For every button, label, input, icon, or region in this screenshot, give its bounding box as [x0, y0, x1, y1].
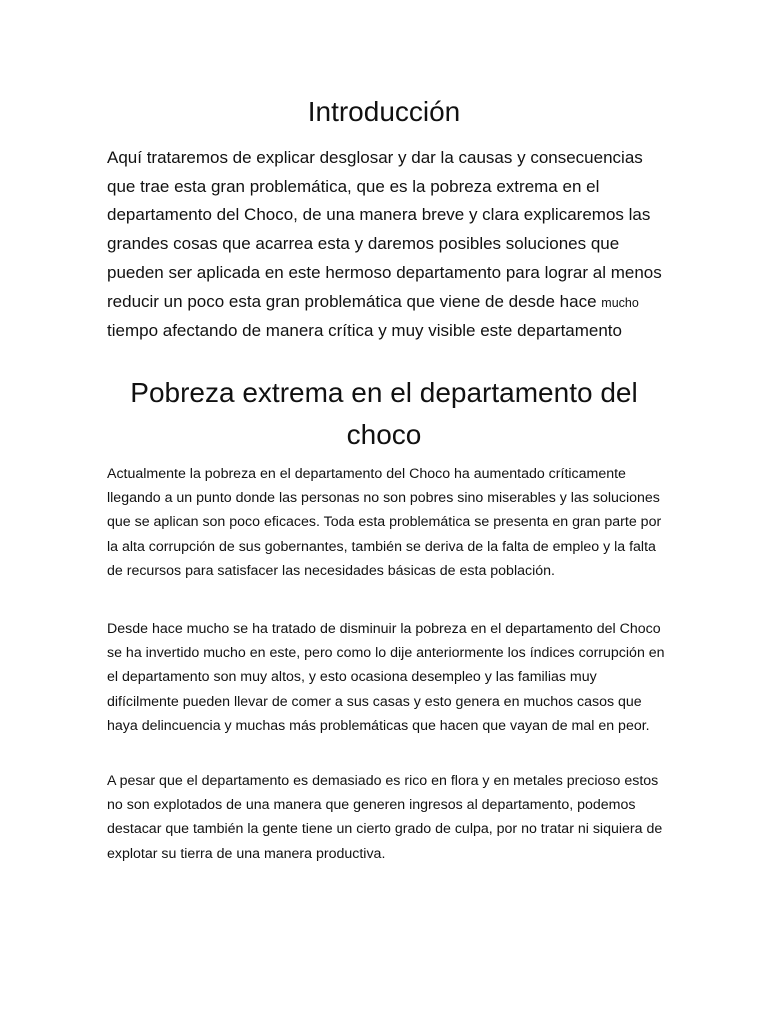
intro-text-part-2: tiempo afectando de manera crítica y muy visible este departamento [107, 321, 622, 341]
intro-text-part-1: Aquí trataremos de explicar desglosar y dar la causas y consecuencias que trae esta gran problemática, que es la pobreza extrema en el departamento del Choco, de una manera breve y clara explicaremos las grandes cosas que acarrea esta y daremos posibles soluciones que pueden ser aplicada en este hermoso departamento para lograr al menos reducir un poco esta gran problemática que viene de desde hace [107, 148, 662, 311]
body-paragraph-3: A pesar que el departamento es demasiado es rico en flora y en metales precioso estos no son explotados de una manera que generen ingresos al departamento, podemos destacar que también la gente tiene un cierto grado de culpa, por no tratar ni siquiera de explotar su tierra de una manera productiva. [107, 773, 663, 862]
section-heading: Pobreza extrema en el departamento del choco [130, 377, 638, 450]
introduction-paragraph [107, 144, 667, 346]
body-paragraph-1: Actualmente la pobreza en el departamento del Choco ha aumentado críticamente llegando a un punto donde las personas no son pobres sino miserables y las soluciones que se aplican son poco eficaces. Toda esta problemática se presenta en gran parte por la alta corrupción de sus gobernantes, también se deriva de la falta de empleo y la falta de recursos para satisfacer las necesidades básicas de esta población. [107, 466, 662, 579]
intro-small-word: mucho [601, 295, 639, 310]
introduction-heading: Introducción [307, 96, 461, 127]
body-paragraph-2: Desde hace mucho se ha tratado de disminuir la pobreza en el departamento del Choco se ha invertido mucho en este, pero como lo dije anteriormente los índices corrupción en el departamento son muy altos, y esto ocasiona desempleo y las familias muy difícilmente pueden llevar de comer a sus casas y esto genera en muchos casos que haya delincuencia y muchas más problemáticas que hacen que vayan de mal en peor. [107, 621, 665, 734]
